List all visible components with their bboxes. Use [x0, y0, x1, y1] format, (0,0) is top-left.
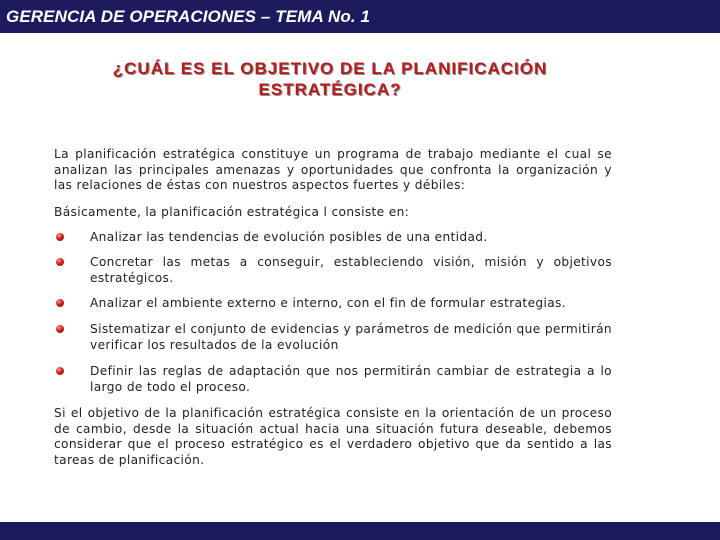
- red-sphere-bullet-icon: [56, 367, 64, 375]
- list-item-text: Definir las reglas de adaptación que nos permitirán cambiar de estrategia a lo largo de todo el proceso.: [90, 364, 612, 394]
- red-sphere-bullet-icon: [56, 325, 64, 333]
- slide-title: [40, 58, 620, 100]
- list-item-text: Analizar las tendencias de evolución posibles de una entidad.: [90, 230, 488, 244]
- red-sphere-bullet-icon: [56, 258, 64, 266]
- list-item-text: Sistematizar el conjunto de evidencias y parámetros de medición que permitirán verificar los resultados de la evolución: [90, 322, 612, 352]
- list-item-text: Concretar las metas a conseguir, estableciendo visión, misión y objetivos estratégicos.: [90, 255, 612, 285]
- list-item-text: Analizar el ambiente externo e interno, con el fin de formular estrategias.: [90, 296, 566, 310]
- header-bar: [0, 0, 720, 33]
- red-sphere-bullet-icon: [56, 299, 64, 307]
- list-lead-paragraph: Básicamente, la planificación estratégica l consiste en:: [54, 205, 410, 219]
- conclusion-paragraph: Si el objetivo de la planificación estratégica consiste en la orientación de un proceso de cambio, desde la situación actual hacia una situación futura deseable, debemos considerar que el proceso estratégico es el verdadero objetivo que da sentido a las tareas de planificación.: [54, 406, 612, 467]
- intro-paragraph: La planificación estratégica constituye un programa de trabajo mediante el cual se analizan las principales amenazas y oportunidades que confronta la organización y las relaciones de éstas con nuestros aspectos fuertes y débiles:: [54, 147, 612, 193]
- header-title: GERENCIA DE OPERACIONES – TEMA No. 1: [6, 7, 371, 26]
- slide-title-line2: ESTRATÉGICA?: [258, 80, 402, 99]
- slide-title-line1: ¿CUÁL ES EL OBJETIVO DE LA PLANIFICACIÓN: [112, 59, 548, 78]
- footer-bar: [0, 522, 720, 540]
- red-sphere-bullet-icon: [56, 233, 64, 241]
